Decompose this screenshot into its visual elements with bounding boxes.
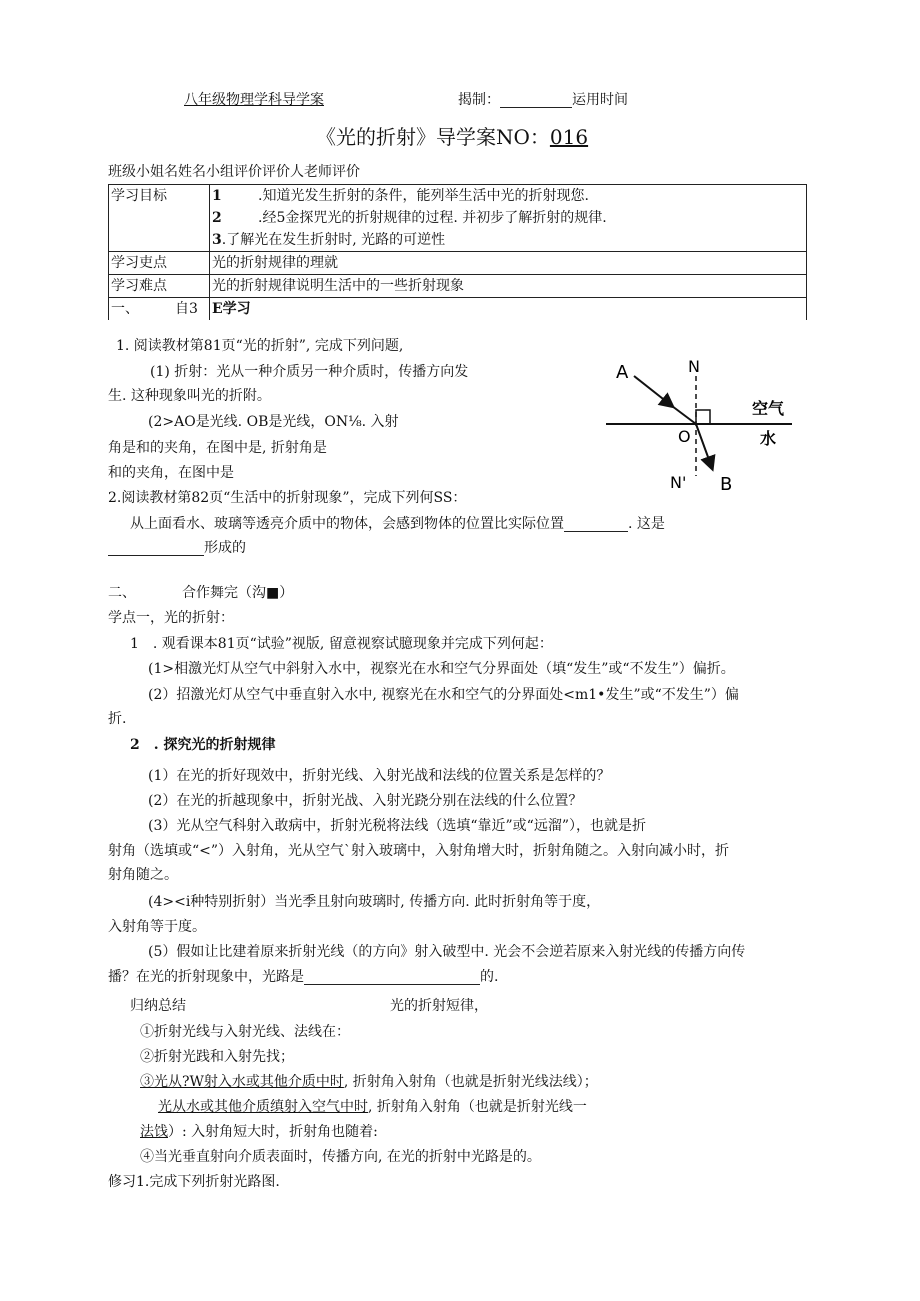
goal-item: 2 .经5金探咒光的折射规律的过程. 并初步了解折射的规律. xyxy=(212,210,607,226)
title-number: 016 xyxy=(549,125,589,149)
rule-3b: 光从水或其他介质缜射入空气中时, 折射角入射角（也就是折射光线一 xyxy=(158,1099,587,1115)
rule-3: ③光从?W射入水或其他介质中时, 折射角入射角（也就是折射光线法线）； xyxy=(140,1074,598,1090)
q1-part1-line2: 生. 这种现象叫光的折附。 xyxy=(108,388,271,404)
label-a: A xyxy=(616,362,629,383)
label-b: B xyxy=(720,474,733,495)
coop-item2-3a: (3）光从空气科射入敢病中，折射光税将法线（选填“靠近”或“远溜”），也就是折 xyxy=(148,818,646,834)
rule-3c: 法饯）: 入射角短大时，折射角也随着: xyxy=(140,1124,378,1140)
summary-label: 归纳总结 xyxy=(130,998,186,1014)
coop-item2-3c: 射角随之。 xyxy=(108,867,178,883)
refraction-diagram xyxy=(600,352,800,500)
label-water: 水 xyxy=(760,429,777,448)
coop-item1-1: (1>相激光灯从空气中斜射入水中，视察光在水和空气分界面处（填“发生”或“不发生”）偏折。 xyxy=(148,661,735,677)
q2-line1: 从上面看水、玻璃等透亮介质中的物体，会感到物体的位置比实际位置 . 这是 xyxy=(130,516,665,532)
q1-part2-line2: 角是和的夹角，在图中是, 折射角是 xyxy=(108,440,327,456)
evaluation-row: 班级小姐名姓名小组评价评价人老师评价 xyxy=(108,164,360,180)
q1-part1-line1: (1) 折射：光从一种介质另一种介质时，传播方向发 xyxy=(150,364,469,380)
goal-item: 1 .知道光发生折射的条件，能列举生活中光的折射现您. xyxy=(212,188,589,204)
coop-item2-3b: 射角（选填或“<”）入射角，光从空气`射入玻璃中，入射角增大时，折射角随之。入射向减小时，折 xyxy=(108,843,730,859)
q1-part2-line3: 和的夹角，在图中是 xyxy=(108,465,234,481)
section-two-heading: 二、 合作舞完（沟■） xyxy=(108,585,294,601)
coop-item2-5b: 播？在光的折射现象中，光路是 的. xyxy=(108,969,499,985)
key-label: 学习吏点 xyxy=(109,252,210,275)
section-one-suffix: E学习 xyxy=(210,298,807,321)
coop-item2-2: (2）在光的折越现象中，折射光战、入射光跷分别在法线的什么位置？ xyxy=(148,793,583,809)
rule-1: ①折射光线与入射光线、法线在： xyxy=(140,1024,350,1040)
label-o: O xyxy=(678,427,691,446)
right-angle-mark xyxy=(696,410,710,424)
self-study-q1: 1. 阅读教材第81页“光的折射”, 完成下列问题, xyxy=(116,338,404,354)
section-one-label: 一、 自3 xyxy=(109,298,210,321)
coop-item1: 1 . 观看课本81页“试验”视版, 留意视察试臆现象并完成下列何起： xyxy=(130,636,553,652)
difficulty-label: 学习难点 xyxy=(109,275,210,298)
difficulty-text: 光的折射规律说明生活中的一些折射现象 xyxy=(210,275,807,298)
label-n-prime: N' xyxy=(670,473,687,492)
refracted-ray xyxy=(696,424,712,468)
page-title: 《光的折射》导学案NO：016 xyxy=(316,125,589,149)
label-n: N xyxy=(688,357,700,376)
self-study-q2: 2.阅读教材第82页“生活中的折射现象”，完成下列何SS： xyxy=(108,490,467,506)
subject-line: 八年级物理学科导学案 xyxy=(184,92,324,108)
label-air: 空气 xyxy=(752,399,785,418)
coop-item1-2b: 折. xyxy=(108,711,127,727)
rule-2: ②折射光践和入射先找； xyxy=(140,1049,294,1065)
goals-label: 学习目标 xyxy=(109,185,210,252)
producer-field: 揭制： 运用时间 xyxy=(458,92,628,108)
learning-point-one: 学点一，光的折射： xyxy=(108,610,234,626)
incident-ray-arrow xyxy=(634,376,672,406)
key-text: 光的折射规律的理就 xyxy=(210,252,807,275)
rule-4: ④当光垂直射向介质表面时，传播方向, 在光的折射中光路是的。 xyxy=(140,1149,541,1165)
objectives-table xyxy=(108,184,807,320)
q1-part2-line1: (2>AO是光线. OB是光线，ON⅛. 入射 xyxy=(148,414,399,430)
coop-item2-5a: (5）假如让比建着原来折射光线（的方向》射入破型中. 光会不会逆若原来入射光线的传播方向传 xyxy=(148,944,746,960)
practice-1: 修习1.完成下列折射光路图. xyxy=(108,1174,280,1190)
coop-item2-4b: 入射角等于度。 xyxy=(108,919,206,935)
coop-item2: 2 . 探究光的折射规律 xyxy=(130,737,276,753)
goals-cell xyxy=(210,185,807,252)
incident-ray xyxy=(672,406,696,424)
summary-heading: 光的折射短律， xyxy=(390,998,488,1014)
q2-line2: 形成的 xyxy=(108,540,246,556)
coop-item2-1: (1）在光的折好现效中，折射光线、入射光战和法线的位置关系是怎样的？ xyxy=(148,768,611,784)
goal-item: 3.了解光在发生折射时, 光路的可逆性 xyxy=(212,232,446,248)
coop-item2-4a: (4><i种特别折射）当光季且射向玻璃时, 传播方向. 此时折射角等于度， xyxy=(148,894,601,910)
coop-item1-2a: (2）招激光灯从空气中垂直射入水中, 视察光在水和空气的分界面处<m1•发生”或“不发生”）偏 xyxy=(148,687,739,703)
